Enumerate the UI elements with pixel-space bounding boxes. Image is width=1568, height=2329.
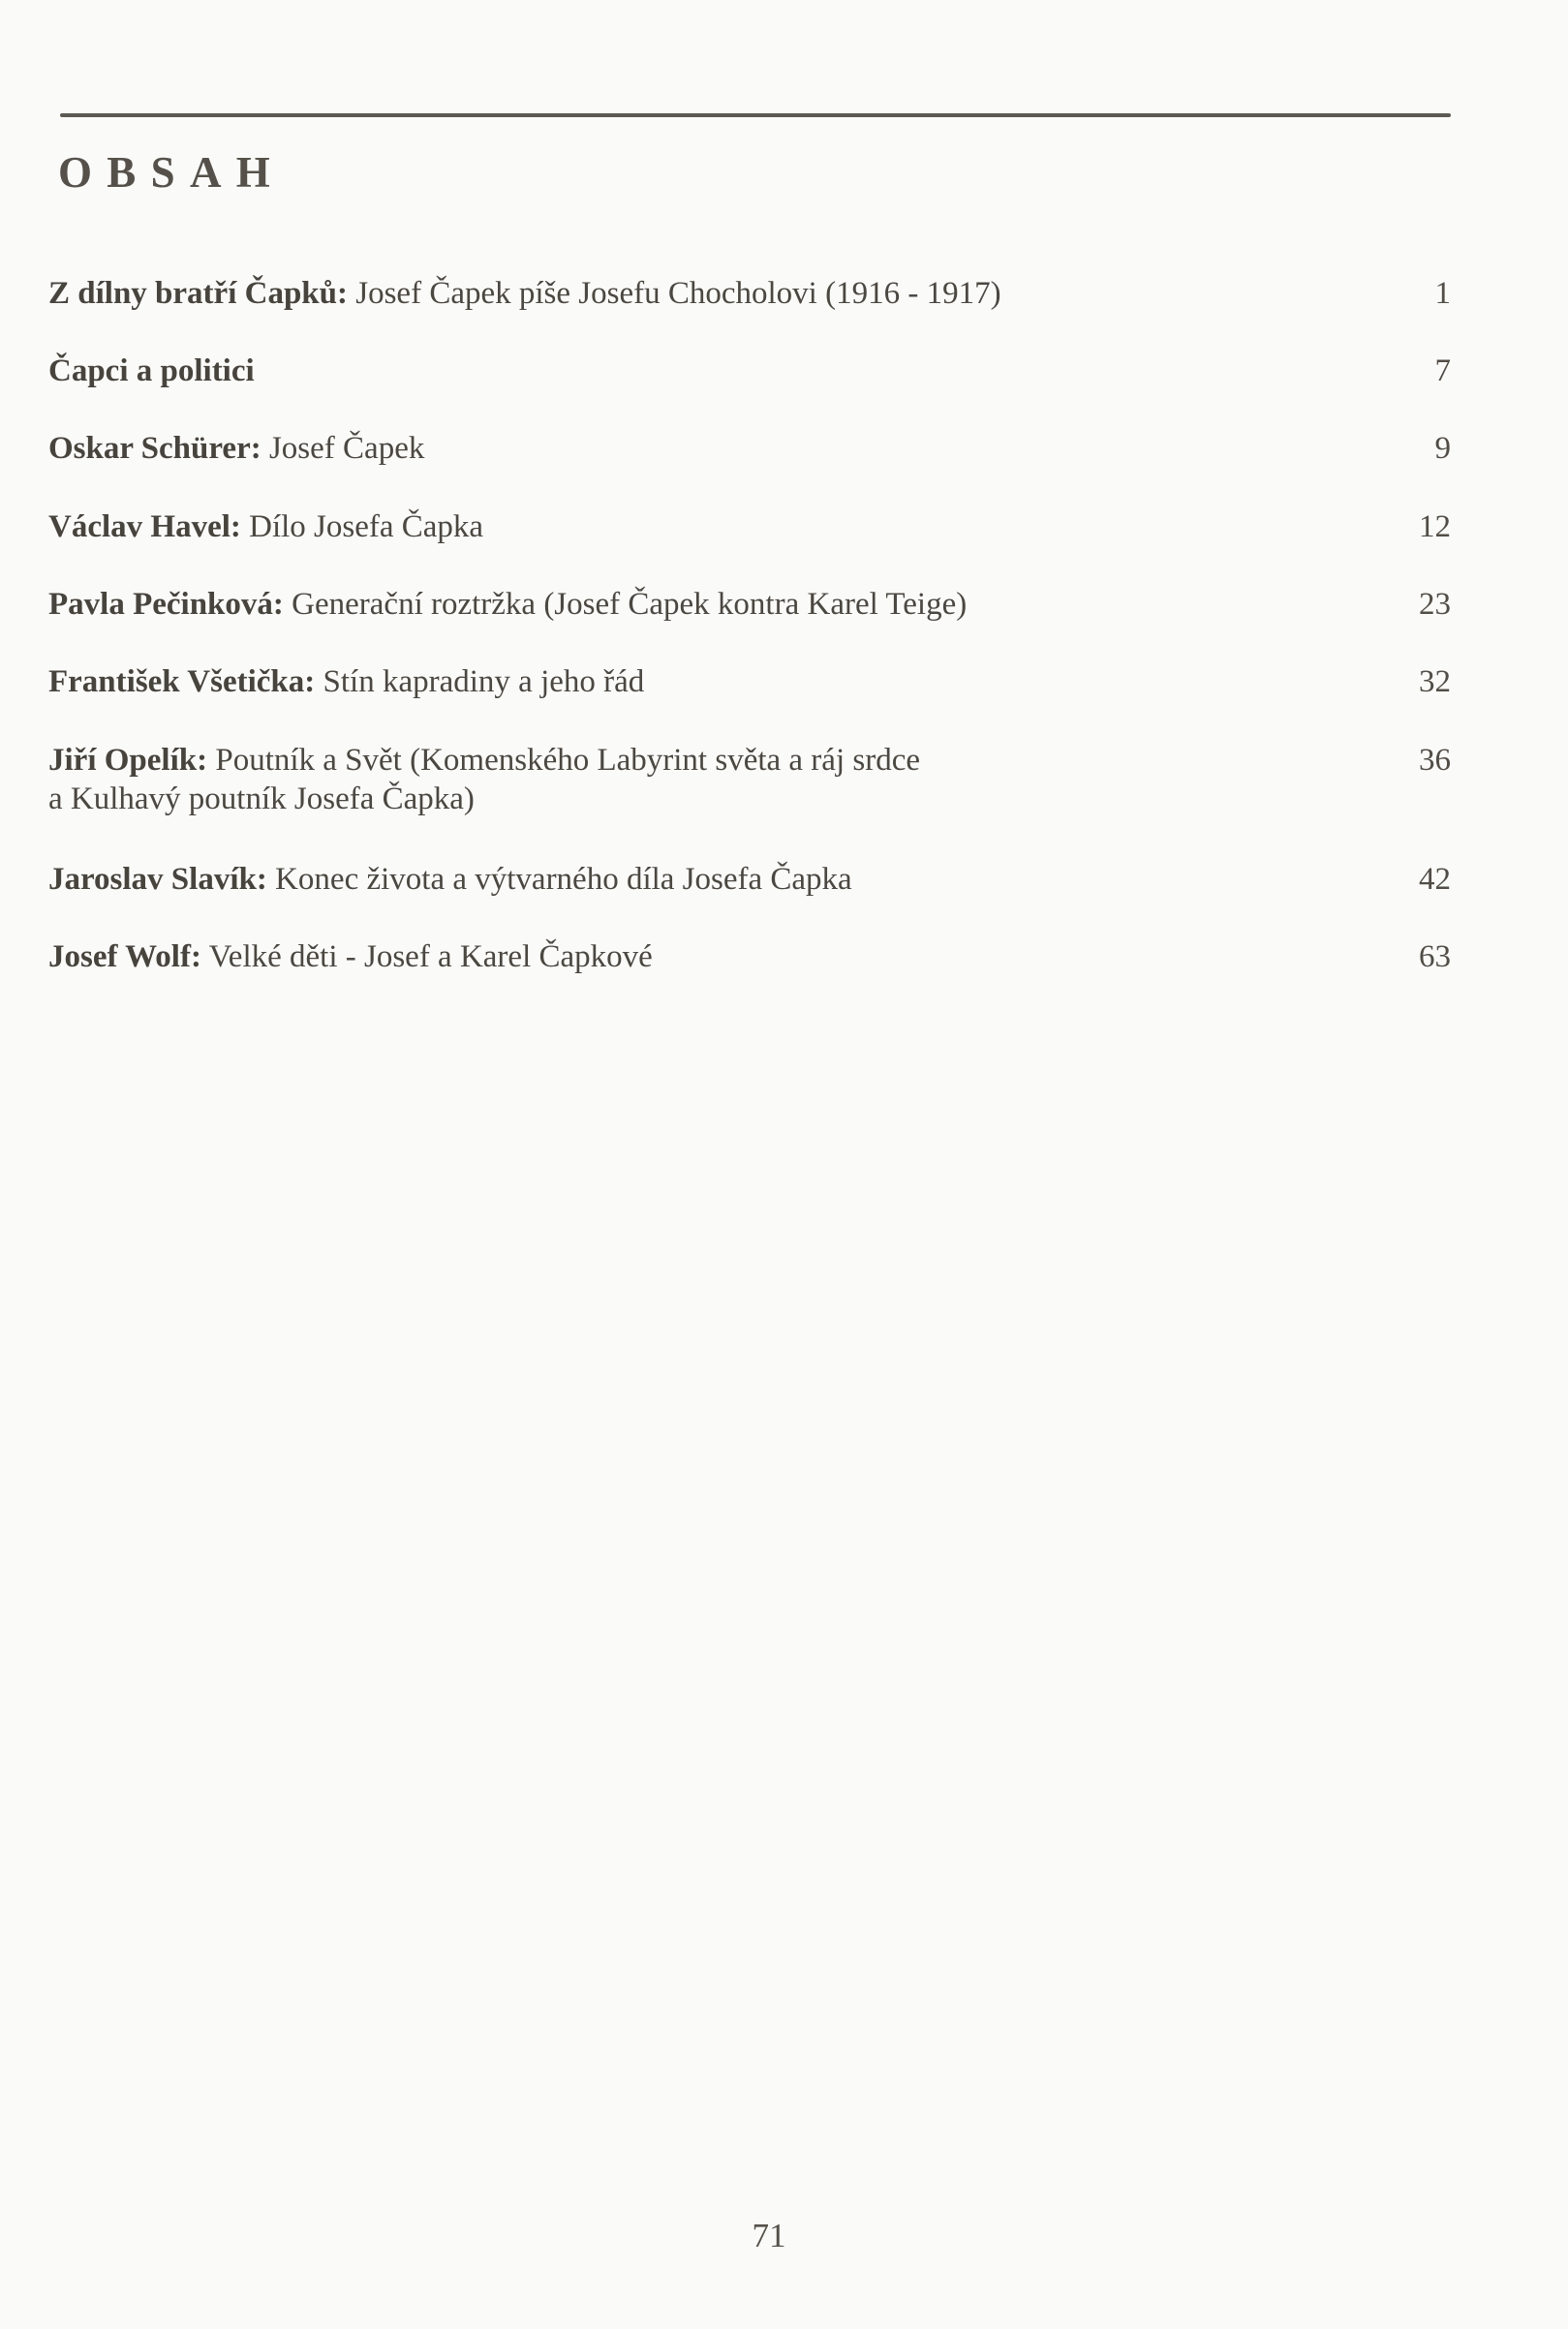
toc-entry-title: Generační roztržka (Josef Čapek kontra Karel Teige) bbox=[283, 587, 968, 622]
toc-entry-author: František Všetička: bbox=[48, 664, 316, 699]
toc-entry-page-number: 12 bbox=[1419, 509, 1451, 544]
toc-entry-title: Dílo Josefa Čapka bbox=[240, 509, 484, 544]
toc-entry bbox=[48, 741, 1451, 818]
page-number-footer: 71 bbox=[752, 2217, 786, 2254]
toc-entry-text bbox=[48, 662, 644, 701]
toc-entry-page-number: 23 bbox=[1419, 587, 1451, 622]
toc-entry-author: Josef Wolf: bbox=[48, 939, 201, 974]
toc-entry-page-number: 1 bbox=[1434, 276, 1451, 311]
toc-entry-line1 bbox=[48, 741, 920, 780]
toc-entry-text bbox=[48, 585, 967, 624]
toc-entry-title: Josef Čapek píše Josefu Chocholovi (1916 - 1917) bbox=[348, 276, 1001, 311]
toc-entry-text bbox=[48, 860, 852, 899]
toc-entry-author: Čapci a politici bbox=[48, 353, 255, 388]
toc-entry-page-number: 42 bbox=[1419, 862, 1451, 897]
toc-entry-text bbox=[48, 741, 920, 818]
toc-entry-author: Jaroslav Slavík: bbox=[48, 862, 267, 897]
toc-entry-text bbox=[48, 429, 424, 468]
toc-entry bbox=[48, 352, 1451, 390]
toc-entry-author: Oskar Schürer: bbox=[48, 431, 261, 466]
toc-entry-text bbox=[48, 507, 483, 546]
toc-entry-text bbox=[48, 352, 255, 390]
toc-entry-page-number: 36 bbox=[1419, 743, 1451, 778]
toc-entry bbox=[48, 429, 1451, 468]
toc-entry bbox=[48, 507, 1451, 546]
toc-entry-title: Stín kapradiny a jeho řád bbox=[315, 664, 645, 699]
toc-entry-page-number: 63 bbox=[1419, 939, 1451, 974]
toc-entry-text bbox=[48, 937, 653, 976]
contents-heading: OBSAH bbox=[58, 148, 286, 197]
toc-entry bbox=[48, 585, 1451, 624]
toc-entry-page-number: 7 bbox=[1434, 353, 1451, 388]
header-rule bbox=[60, 113, 1451, 117]
toc-entry-author: Václav Havel: bbox=[48, 509, 241, 544]
toc-entry bbox=[48, 860, 1451, 899]
toc-entry-title: Poutník a Svět (Komenského Labyrint světa a ráj srdce bbox=[207, 743, 920, 778]
toc-entry-line2: a Kulhavý poutník Josefa Čapka) bbox=[48, 781, 475, 816]
toc-entry-page-number: 32 bbox=[1419, 664, 1451, 699]
toc-entry-author: Pavla Pečinková: bbox=[48, 587, 284, 622]
toc-entry-title: Konec života a výtvarného díla Josefa Čapka bbox=[266, 862, 852, 897]
toc-entry bbox=[48, 274, 1451, 313]
toc-entry-title: Josef Čapek bbox=[261, 431, 425, 466]
toc-entry bbox=[48, 937, 1451, 976]
toc-entry-author: Z dílny bratří Čapků: bbox=[48, 276, 348, 311]
toc-entry-title: Velké děti - Josef a Karel Čapkové bbox=[200, 939, 653, 974]
toc-entry-author: Jiří Opelík: bbox=[48, 743, 208, 778]
toc-entry bbox=[48, 662, 1451, 701]
toc-entry-page-number: 9 bbox=[1434, 431, 1451, 466]
toc-entry-text bbox=[48, 274, 1001, 313]
